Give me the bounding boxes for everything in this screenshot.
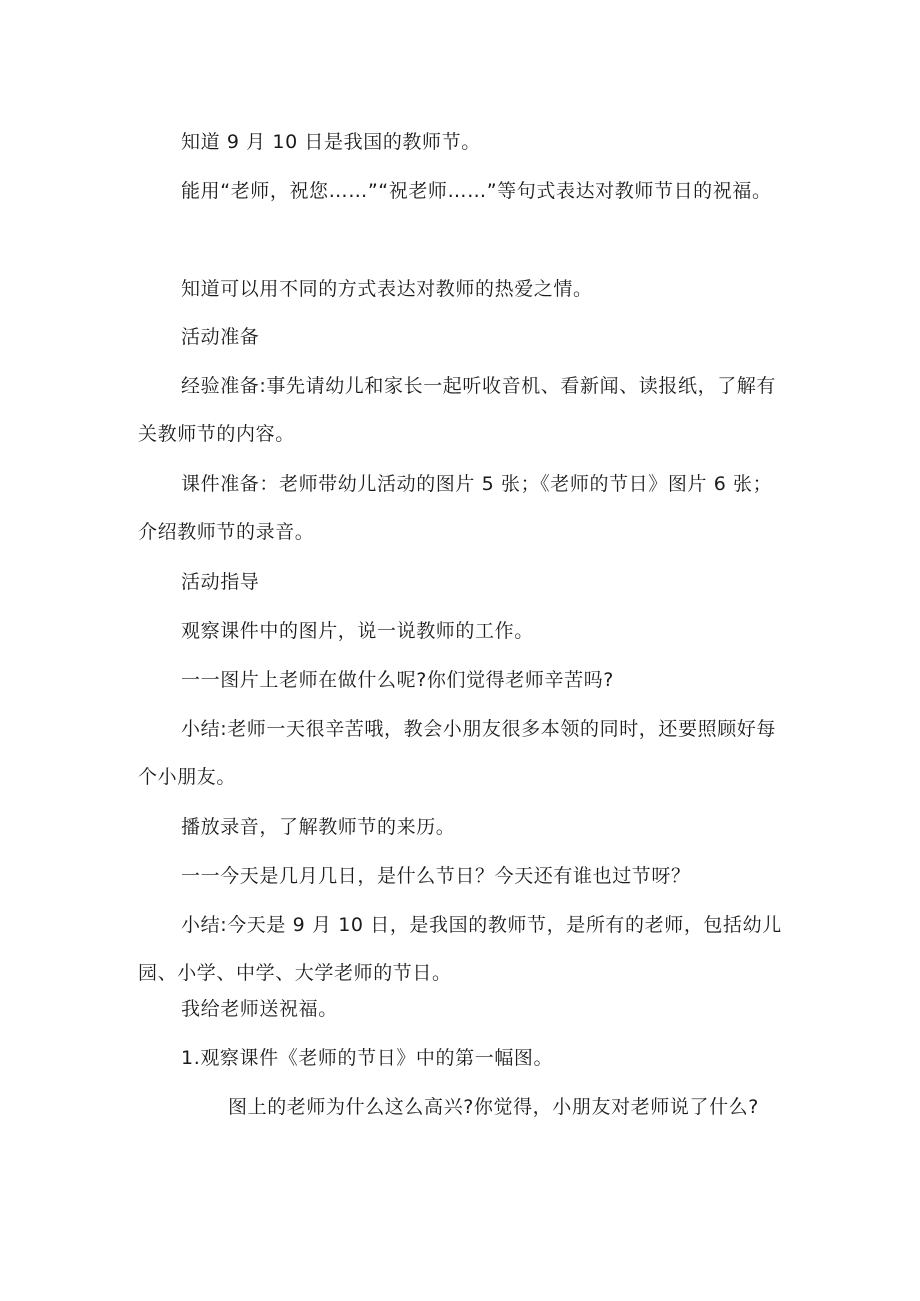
paragraph-play-recording: 播放录音，了解教师节的来历。 <box>181 816 456 838</box>
paragraph-summary-hard-work: 小结:老师一天很辛苦哦，教会小朋友很多本领的同时，还要照顾好每个小朋友。 <box>138 718 777 788</box>
paragraph-observe-pictures: 观察课件中的图片，说一说教师的工作。 <box>181 620 534 642</box>
paragraph-summary-teachers-day: 小结:今天是 9 月 10 日，是我国的教师节，是所有的老师，包括幼儿园、小学、中学、大学老师的节日。 <box>138 914 782 984</box>
paragraph-experience-prep: 经验准备:事先请幼儿和家长一起听收音机、看新闻、读报纸，了解有关教师节的内容。 <box>138 375 777 445</box>
heading-activity-guidance: 活动指导 <box>181 571 260 593</box>
paragraph-question-today: 一一今天是几月几日，是什么节日？今天还有谁也过节呀？ <box>181 865 691 887</box>
paragraph-send-blessings: 我给老师送祝福。 <box>181 998 338 1020</box>
paragraph-observe-first-picture: 1.观察课件《老师的节日》中的第一幅图。 <box>181 1047 554 1069</box>
heading-activity-preparation: 活动准备 <box>181 326 260 348</box>
paragraph-teachers-day-date: 知道 9 月 10 日是我国的教师节。 <box>181 131 481 153</box>
paragraph-question-why-happy: 图上的老师为什么这么高兴?你觉得，小朋友对老师说了什么? <box>228 1096 759 1118</box>
paragraph-blessing-phrases: 能用“老师，祝您……”“祝老师……”等句式表达对教师节日的祝福。 <box>181 180 772 202</box>
paragraph-question-teacher-work: 一一图片上老师在做什么呢?你们觉得老师辛苦吗? <box>181 669 614 691</box>
paragraph-courseware-prep: 课件准备：老师带幼儿活动的图片 5 张；《老师的节日》图片 6 张；介绍教师节的录音。 <box>138 473 773 543</box>
paragraph-express-love: 知道可以用不同的方式表达对教师的热爱之情。 <box>181 278 593 300</box>
